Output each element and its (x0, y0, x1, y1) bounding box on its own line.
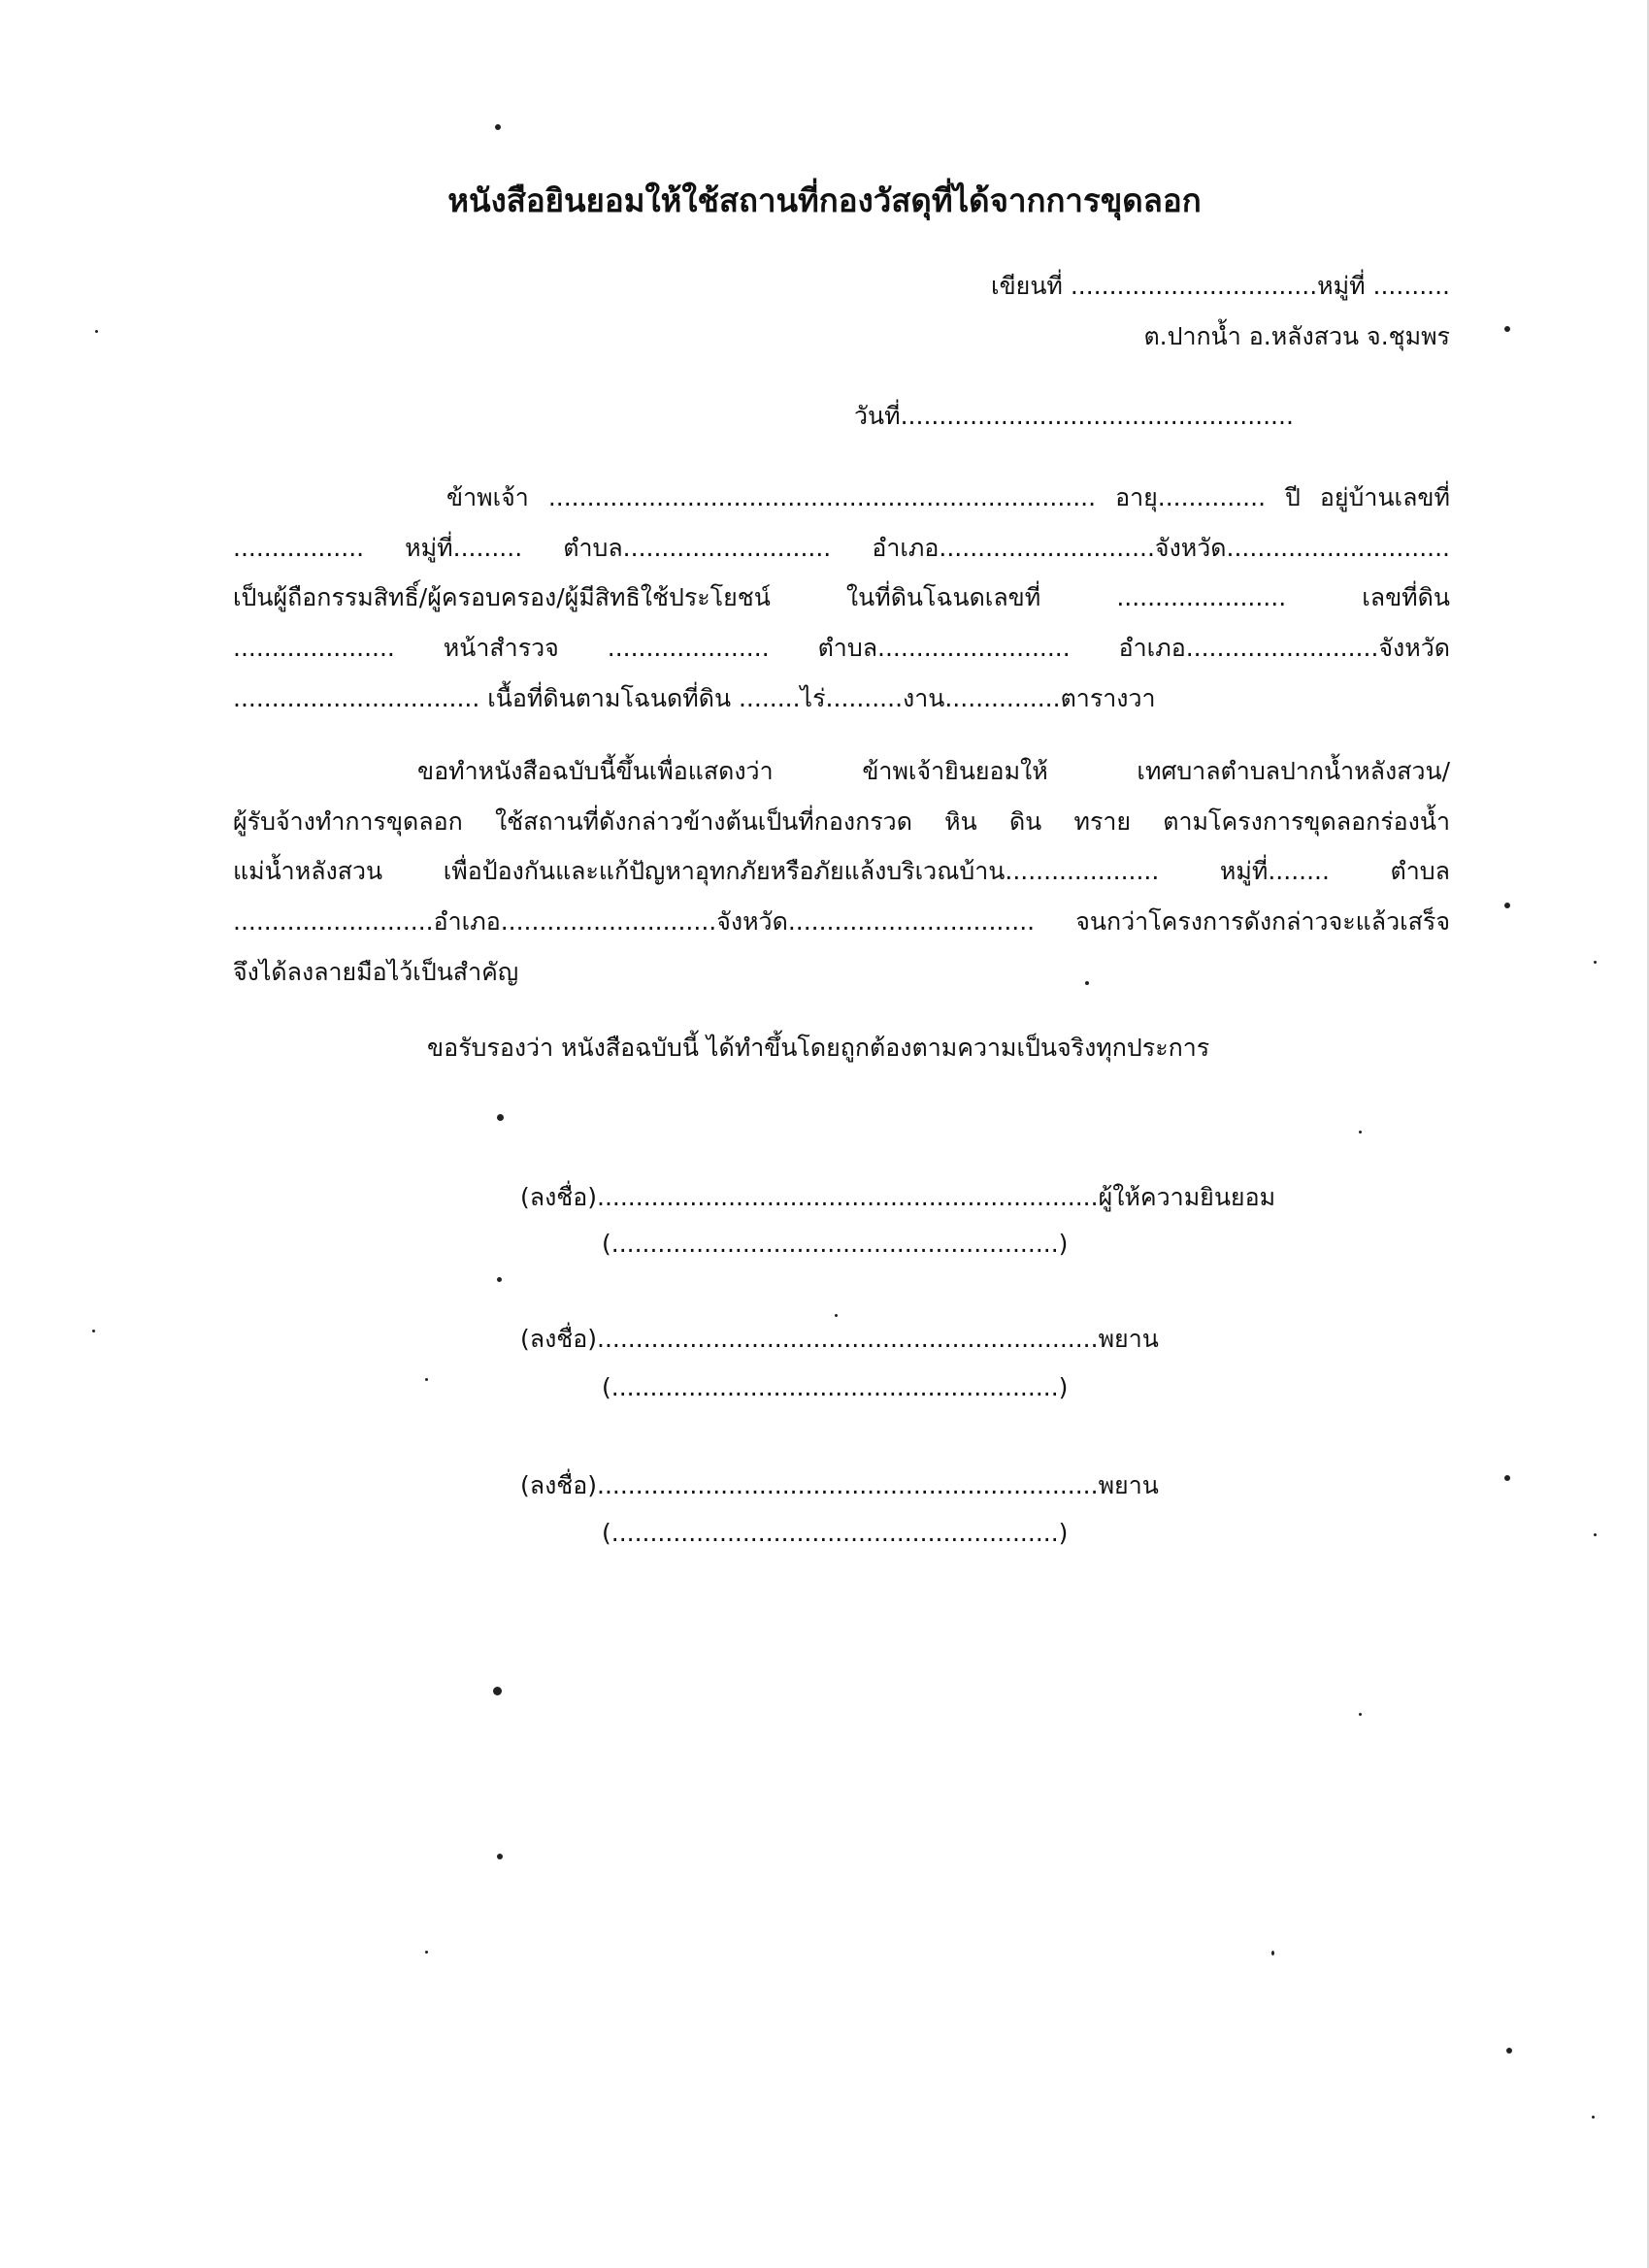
scan-speck (1085, 981, 1089, 985)
scan-speck (1359, 1713, 1362, 1716)
address: ต.ปากน้ำ อ.หลังสวน จ.ชุมพร (1143, 322, 1450, 350)
scan-speck (425, 1378, 428, 1381)
scan-speck (92, 1330, 95, 1332)
scan-speck (497, 1114, 504, 1121)
signature-line (520, 1181, 1275, 1214)
signature-role: พยาน (1098, 1471, 1159, 1499)
scan-speck (497, 1854, 503, 1859)
signature-line (520, 1469, 1159, 1502)
signature-name: (..........................................................) (602, 1519, 1069, 1547)
written-at: เขียนที่ ................................หมู่ที่ .......... (991, 272, 1450, 300)
scan-speck (1271, 1951, 1274, 1956)
scan-speck (1504, 903, 1510, 908)
scan-speck (493, 1687, 502, 1695)
scan-speck (1594, 1533, 1597, 1536)
scan-speck (1504, 326, 1510, 332)
signature-name: (..........................................................) (602, 1373, 1069, 1401)
scan-speck (835, 1314, 838, 1317)
scan-speck (495, 124, 501, 130)
scan-speck (95, 330, 98, 333)
signature-line (520, 1323, 1159, 1356)
signature-role: พยาน (1098, 1325, 1159, 1353)
owner-line-2: ................. หมู่ที่......... ตำบล........................... อำเภอ............................จังหวัด............................. (233, 534, 1450, 562)
scan-speck (1504, 1475, 1510, 1481)
scan-speck (1359, 1131, 1362, 1134)
scan-speck (1592, 2116, 1595, 2119)
signature-name: (..........................................................) (602, 1230, 1069, 1258)
scan-speck (425, 1951, 428, 1954)
scan-speck (1594, 961, 1597, 964)
scan-speck (497, 1277, 502, 1282)
consent-line-4: ..........................อำเภอ............................จังหวัด................................ จนกว่าโครงการดังกล่าวจะแล้วเสร็จ (233, 907, 1450, 936)
certify-statement: ขอรับรองว่า หนังสือฉบับนี้ ได้ทำขึ้นโดยถูกต้องตามความเป็นจริงทุกประการ (427, 1034, 1210, 1062)
signature-sign: (ลงชื่อ)................................................................. (520, 1325, 1099, 1353)
document-title: หนังสือยินยอมให้ใช้สถานที่กองวัสดุที่ได้จากการขุดลอก (447, 181, 1202, 219)
consent-line-5: จึงได้ลงลายมือไว้เป็นสำคัญ (233, 958, 519, 986)
date-line: วันที่................................................... (854, 402, 1294, 430)
owner-line-4: ..................... หน้าสำรวจ ..................... ตำบล......................... อำเภอ.........................จังหวัด (233, 634, 1450, 662)
owner-line-3: เป็นผู้ถือกรรมสิทธิ์/ผู้ครอบครอง/ผู้มีสิทธิใช้ประโยชน์ ในที่ดินโฉนดเลขที่ ...................... เลขที่ดิน (233, 583, 1450, 611)
signature-role: ผู้ให้ความยินยอม (1098, 1183, 1276, 1211)
signature-sign: (ลงชื่อ)................................................................. (520, 1471, 1099, 1499)
consent-line-2: ผู้รับจ้างทำการขุดลอก ใช้สถานที่ดังกล่าวข้างต้นเป็นที่กองกรวด หิน ดิน ทราย ตามโครงการขุดลอกร่องน้ำ (233, 807, 1450, 836)
owner-line-1: ข้าพเจ้า ....................................................................... อายุ.............. ปี อยู่บ้านเลขที่ (446, 483, 1450, 511)
consent-line-3: แม่น้ำหลังสวน เพื่อป้องกันและแก้ปัญหาอุทกภัยหรือภัยแล้งบริเวณบ้าน.................... หมู่ที่........ ตำบล (233, 857, 1450, 885)
scan-speck (1506, 2048, 1512, 2054)
owner-line-5: ................................ เนื้อที่ดินตามโฉนดที่ดิน ........ไร่..........งาน...............ตารางวา (233, 684, 1156, 712)
consent-line-1: ขอทำหนังสือฉบับนี้ขึ้นเพื่อแสดงว่า ข้าพเจ้ายินยอมให้ เทศบาลตำบลปากน้ำหลังสวน/ (417, 757, 1450, 785)
signature-sign: (ลงชื่อ)................................................................. (520, 1183, 1099, 1211)
